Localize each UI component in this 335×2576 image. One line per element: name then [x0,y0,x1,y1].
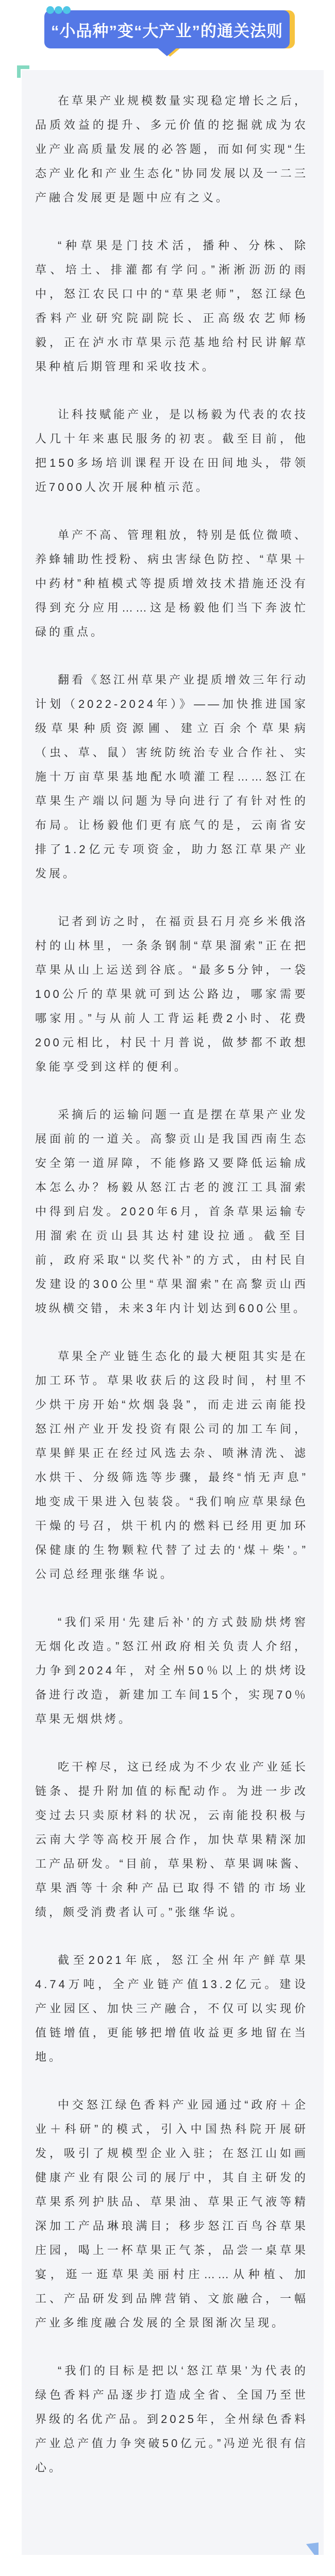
article-paragraph: “我们的目标是把以‘怒江草果’为代表的绿色香料产品逐步打造成全省、全国乃至世界级的名优产品。到2025年，全州绿色香料产业总产值力争突破50亿元。”冯逆光很有信心。 [35,2364,308,2474]
article-paragraph: 吃干榨尽，这已经成为不少农业产业延长链条、提升附加值的标配动作。为进一步改变过去只卖原材料的状况，云南能投积极与云南大学等高校开展合作，加快草果精深加工产品研发。“目前，草果粉、草果调味酱、草果酒等十余种产品已取得不错的市场业绩，颇受消费者认可。”张继华说。 [35,1760,309,1919]
article-paragraph: 让科技赋能产业，是以杨毅为代表的农技人几十年来惠民服务的初衷。截至目前，他把150多场培训课程开设在田间地头，带领近7000人次开展种植示范。 [35,408,309,494]
dot-icon [46,6,54,14]
article-paragraph: 翻看《怒江州草果产业提质增效三年行动计划（2022-2024年）》——加快推进国家级草果种质资源圃、建立百余个草果病（虫、草、鼠）害统防统治专业合作社、实施十万亩草果基地配水喷灌工程……怒江在草果生产端以问题为导向进行了有针对性的布局。让杨毅他们更有底气的是，云南省安排了1.2亿元专项资金，助力怒江草果产业发展。 [35,673,309,880]
article-paragraph: “我们采用‘先建后补’的方式鼓励烘烤窖无烟化改造。”怒江州政府相关负责人介绍，力争到2024年，对全州50％以上的烘烤设备进行改造，新建加工车间15个，实现70％草果无烟烘烤。 [35,1616,308,1725]
article-paragraph: “种草果是门技术活，播种、分株、除草、培土、排灌都有学问。”淅淅沥沥的雨中，怒江农民口中的“草果老师”，怒江绿色香料产业研究院副院长、正高级农艺师杨毅，正在泸水市草果示范基地给村民讲解草果种植后期管理和采收技术。 [35,239,308,373]
corner-bracket-icon [17,65,29,78]
article-title-bubble [44,10,290,48]
dot-icon [55,6,62,14]
article-paragraph: 采摘后的运输问题一直是摆在草果产业发展面前的一道关。高黎贡山是我国西南生态安全第一道屏障，不能修路又要降低运输成本怎么办？杨毅从怒江古老的渡江工具溜索中得到启发。2020年6月，首条草果运输专用溜索在贡山县其达村建设拉通。截至目前，政府采取“以奖代补”的方式，由村民自发建设的300公里“草果溜索”在高黎贡山西坡纵横交错，未来3年内计划达到600公里。 [35,1108,309,1315]
dot-icon [63,6,71,14]
article-body [22,70,324,2555]
article-paragraph: 在草果产业规模数量实现稳定增长之后，品质效益的提升、多元价值的挖掘就成为农业产业高质量发展的必答题，而如何实现“生态产业化和产业生态化”协同发展以及一二三产融合发展更是题中应有之义。 [35,94,309,204]
article-paragraph: 草果全产业链生态化的最大梗阻其实是在加工环节。草果收获后的这段时间，村里不少烘干房开始“炊烟袅袅”，而走进云南能投怒江州产业开发投资有限公司的加工车间，草果鲜果正在经过风选去杂、喷淋清洗、滤水烘干、分级筛选等步骤，最终“悄无声息”地变成干果进入包装袋。“我们响应草果绿色干燥的号召，烘干机内的燃料已经用更加环保健康的生物颗粒代替了过去的‘煤＋柴’。”公司总经理张继华说。 [35,1350,309,1581]
page-title: “小品种”变“大产业”的通关法则 [44,10,290,48]
decorative-dots [46,6,71,14]
article-paragraph: 单产不高、管理粗放，特别是低位微喷、养蜂辅助性授粉、病虫害绿色防控、“草果＋中药材”种植模式等提质增效技术措施还没有得到充分应用……这是杨毅他们当下奔波忙碌的重点。 [35,529,309,638]
article-paragraph: 记者到访之时，在福贡县石月亮乡米俄洛村的山林里，一条条钢制“草果溜索”正在把草果从山上运送到谷底。“最多5分钟，一袋100公斤的草果就可到达公路边，哪家需要哪家用。”与从前人工背运耗费2小时、花费200元相比，村民十月普说，做梦都不敢想象能享受到这样的便利。 [35,915,309,1073]
page-fold-icon [306,2543,319,2555]
article-paragraph: 截至2021年底，怒江全州年产鲜草果4.74万吨，全产业链产值13.2亿元。建设产业园区、加快三产融合，不仅可以实现价值链增值，更能够把增值收益更多地留在当地。 [35,1954,308,2063]
article-paragraph: 中交怒江绿色香料产业园通过“政府＋企业＋科研”的模式，引入中国热科院开展研发，吸引了规模型企业入驻；在怒江山如画健康产业有限公司的展厅中，其自主研发的草果系列护肤品、草果油、草果正气液等精深加工产品琳琅满目；移步怒江百鸟谷草果庄园，喝上一杯草果正气茶，品尝一桌草果宴，逛一逛草果美丽村庄……从种植、加工、产品研发到品牌营销、文旅融合，一幅产业多维度融合发展的全景图渐次呈现。 [35,2098,308,2329]
